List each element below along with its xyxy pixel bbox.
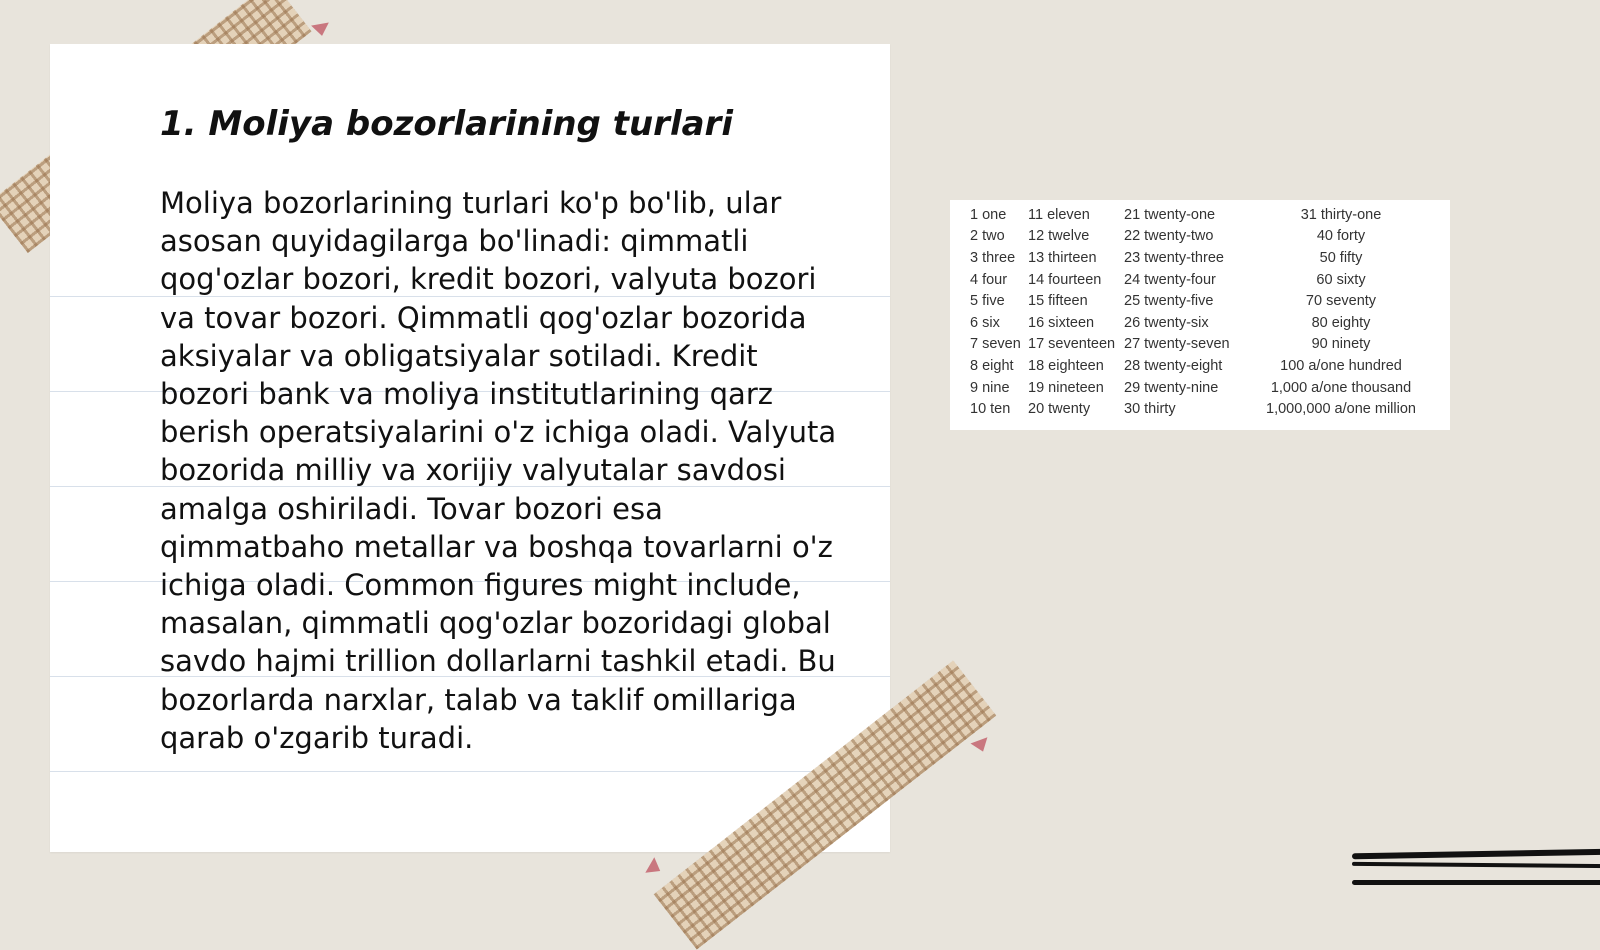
numbers-table bbox=[970, 204, 1446, 420]
table-row bbox=[970, 269, 1446, 291]
table-row bbox=[970, 247, 1446, 269]
table-cell: 60 sixty bbox=[1316, 271, 1366, 288]
pin-icon bbox=[970, 737, 991, 754]
table-cell: 7 seven bbox=[970, 336, 1021, 353]
decorative-stroke bbox=[1352, 880, 1600, 885]
table-cell: 30 thirty bbox=[1124, 401, 1176, 418]
table-cell: 10 ten bbox=[970, 401, 1011, 418]
note-paper bbox=[50, 44, 890, 852]
table-row bbox=[970, 226, 1446, 248]
table-cell: 70 seventy bbox=[1305, 293, 1377, 310]
table-cell: 25 twenty-five bbox=[1124, 293, 1214, 310]
table-cell: 31 thirty-one bbox=[1300, 206, 1382, 223]
table-row bbox=[970, 334, 1446, 356]
table-cell: 14 fourteen bbox=[1028, 271, 1102, 288]
table-cell: 20 twenty bbox=[1028, 401, 1091, 418]
table-cell: 11 eleven bbox=[1028, 206, 1090, 223]
table-cell: 17 seventeen bbox=[1028, 336, 1116, 353]
table-row bbox=[970, 290, 1446, 312]
table-cell: 8 eight bbox=[970, 357, 1014, 374]
table-row bbox=[970, 377, 1446, 399]
table-cell: 1,000 a/one thousand bbox=[1270, 379, 1412, 396]
table-cell: 27 twenty-seven bbox=[1124, 336, 1230, 353]
table-cell: 28 twenty-eight bbox=[1124, 357, 1223, 374]
pin-icon bbox=[311, 23, 331, 38]
table-cell: 19 nineteen bbox=[1028, 379, 1104, 396]
table-cell: 40 forty bbox=[1316, 228, 1366, 245]
table-cell: 22 twenty-two bbox=[1124, 228, 1214, 245]
table-row bbox=[970, 204, 1446, 226]
table-cell: 50 fifty bbox=[1319, 249, 1363, 266]
table-cell: 3 three bbox=[970, 249, 1016, 266]
table-cell: 21 twenty-one bbox=[1124, 206, 1216, 223]
table-cell: 1,000,000 a/one million bbox=[1266, 401, 1416, 418]
table-cell: 26 twenty-six bbox=[1124, 314, 1209, 331]
table-row bbox=[970, 312, 1446, 334]
pin-icon bbox=[645, 857, 664, 879]
table-row bbox=[970, 355, 1446, 377]
table-cell: 2 two bbox=[970, 228, 1005, 245]
table-cell: 18 eighteen bbox=[1028, 357, 1104, 374]
table-cell: 9 nine bbox=[970, 379, 1010, 396]
table-cell: 15 fifteen bbox=[1028, 293, 1088, 310]
table-cell: 5 five bbox=[970, 293, 1005, 310]
table-cell: 13 thirteen bbox=[1028, 249, 1097, 266]
table-cell: 4 four bbox=[970, 271, 1008, 288]
table-cell: 24 twenty-four bbox=[1124, 271, 1216, 288]
table-cell: 80 eighty bbox=[1311, 314, 1371, 331]
slide-body-text: Moliya bozorlarining turlari ko'p bo'lib, ular asosan quyidagilarga bo'linadi: qimmatli qog'ozlar bozori, kredit bozori, valyuta bozori va tovar bozori. Qimmatli qog'ozlar bozorida aksiyalar va obligatsiyalar sotiladi. Kredit bozori bank va moliya institutlarining qarz berish operatsiyalarini o'z ichiga oladi. Valyuta bozorida milliy va xorijiy valyutalar savdosi amalga oshiriladi. Tovar bozori esa qimmatbaho metallar va boshqa tovarlarni o'z ichiga oladi. Common figures might include, masalan, qimmatli qog'ozlar bozoridagi global savdo hajmi trillion dollarlarni tashkil etadi. Bu bozorlarda narxlar, talab va taklif omillariga qarab o'zgarib turadi. bbox=[160, 186, 837, 755]
numbers-table-image bbox=[950, 200, 1450, 430]
table-cell: 1 one bbox=[970, 206, 1007, 223]
slide-title: 1. Moliya bozorlarining turlari bbox=[160, 104, 733, 144]
paper-rule-line bbox=[50, 771, 890, 772]
decorative-stroke bbox=[1352, 862, 1600, 868]
table-cell: 90 ninety bbox=[1311, 336, 1371, 353]
table-cell: 100 a/one hundred bbox=[1280, 357, 1402, 374]
table-row bbox=[970, 398, 1446, 420]
table-cell: 6 six bbox=[970, 314, 1000, 331]
decorative-stroke bbox=[1352, 849, 1600, 860]
table-cell: 29 twenty-nine bbox=[1124, 379, 1219, 396]
table-cell: 12 twelve bbox=[1028, 228, 1090, 245]
table-cell: 23 twenty-three bbox=[1124, 249, 1224, 266]
table-cell: 16 sixteen bbox=[1028, 314, 1095, 331]
